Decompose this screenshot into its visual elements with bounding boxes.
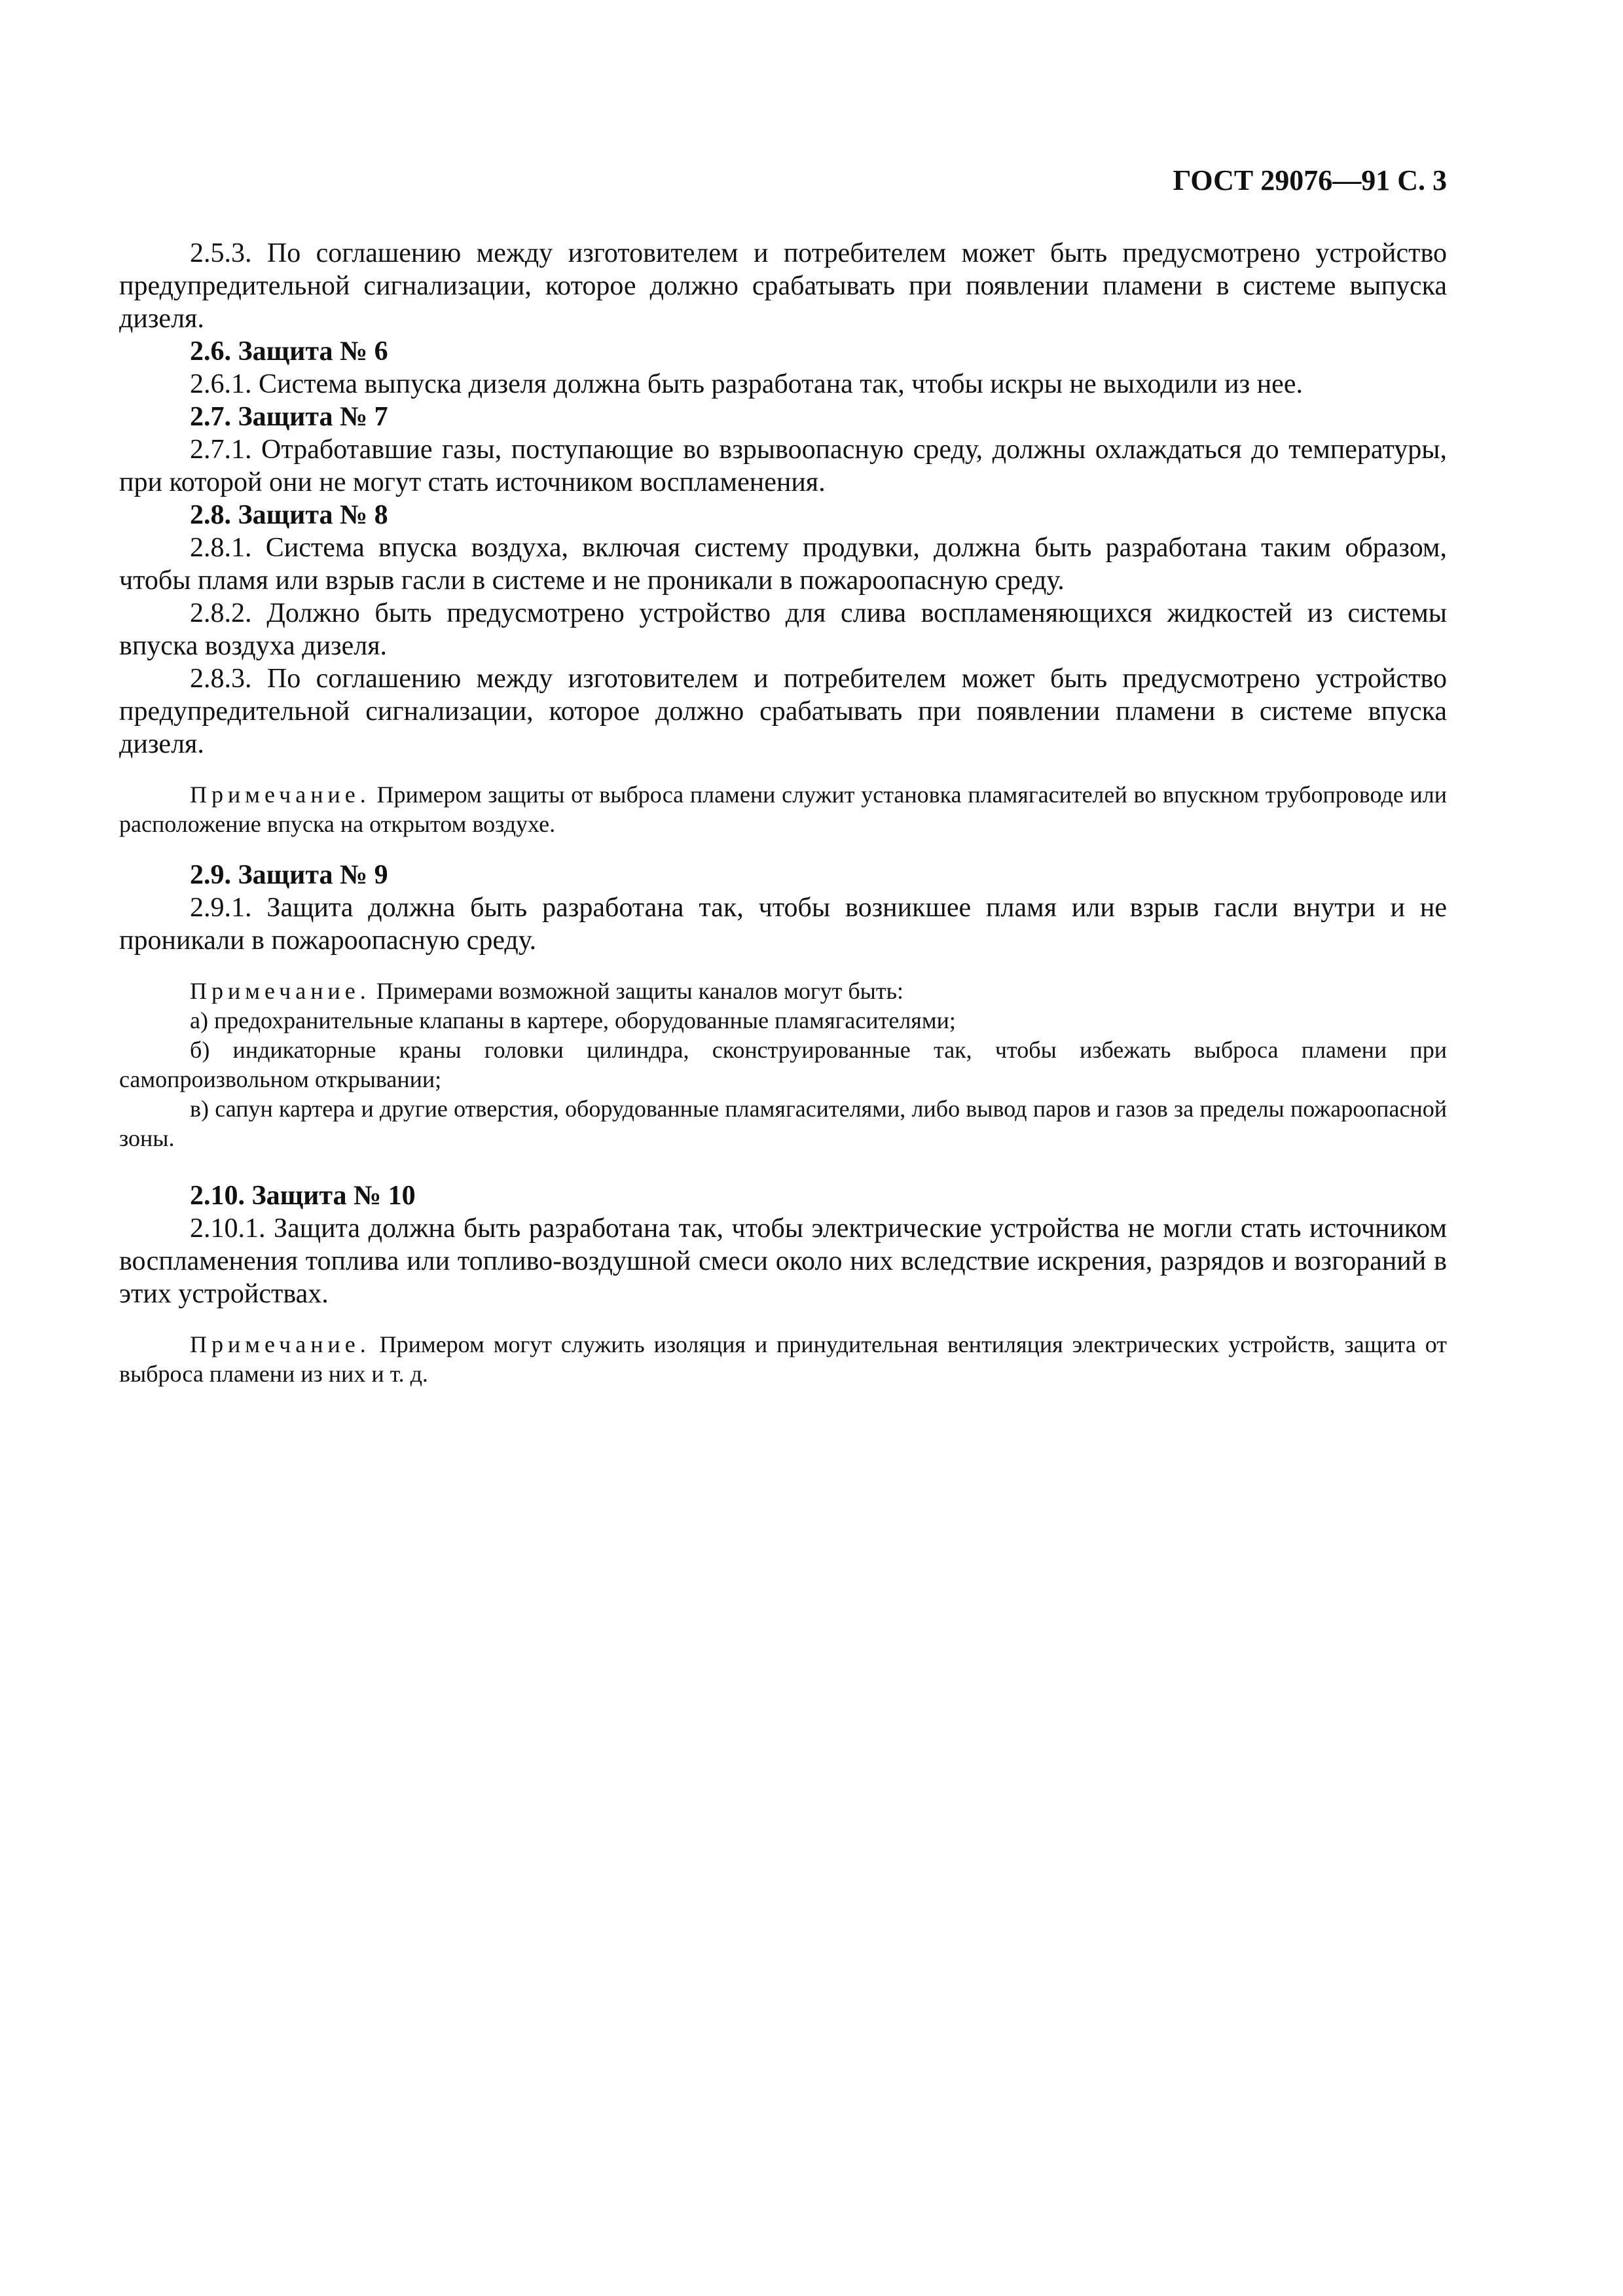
note-label: Примечание.: [190, 1331, 371, 1357]
heading-2-9: 2.9. Защита № 9: [190, 860, 388, 890]
heading-2-7: 2.7. Защита № 7: [190, 402, 388, 432]
note-2: [119, 977, 1447, 1006]
paragraph-2-8-1: 2.8.1. Система впуска воздуха, включая систему продувки, должна быть разработана таким образом, чтобы пламя или взрыв гасли в системе и не проникали в пожароопасную среду.: [119, 533, 1447, 596]
note-text: Примерами возможной защиты каналов могут быть:: [370, 978, 904, 1004]
note-1: [119, 780, 1447, 839]
paragraph-2-5-3: 2.5.3. По соглашению между изготовителем и потребителем может быть предусмотрено устройство предупредительной сигнализации, которое должно срабатывать при появлении пламени в системе выпуска дизеля.: [119, 238, 1447, 334]
note-label: Примечание.: [190, 781, 371, 808]
note-label: Примечание.: [190, 978, 371, 1004]
paragraph-2-6-1: 2.6.1. Система выпуска дизеля должна быть разработана так, чтобы искры не выходили из нее.: [190, 369, 1303, 399]
heading-2-8: 2.8. Защита № 8: [190, 500, 388, 530]
heading-2-10: 2.10. Защита № 10: [190, 1181, 416, 1211]
paragraph-2-8-2: 2.8.2. Должно быть предусмотрено устройство для слива воспламеняющихся жидкостей из системы впуска воздуха дизеля.: [119, 598, 1447, 661]
page-header: ГОСТ 29076—91 С. 3: [1173, 164, 1447, 196]
document-page: [119, 162, 1447, 1389]
note-text: Примером защиты от выброса пламени служит установка пламягасителей во впускном трубопроводе или расположение впуска на открытом воздухе.: [119, 781, 1447, 837]
paragraph-2-7-1: 2.7.1. Отработавшие газы, поступающие во взрывоопасную среду, должны охлаждаться до температуры, при которой они не могут стать источником воспламенения.: [119, 435, 1447, 497]
paragraph-2-9-1: 2.9.1. Защита должна быть разработана так, чтобы возникшее пламя или взрыв гасли внутри и не проникали в пожароопасную среду.: [119, 893, 1447, 956]
note-text: Примером могут служить изоляция и принудительная вентиляция электрических устройств, защита от выброса пламени из них и т. д.: [119, 1331, 1447, 1387]
paragraph-2-8-3: 2.8.3. По соглашению между изготовителем и потребителем может быть предусмотрено устройство предупредительной сигнализации, которое должно срабатывать при появлении пламени в системе впуска дизеля.: [119, 664, 1447, 759]
note-2-item-b: б) индикаторные краны головки цилиндра, сконструированные так, чтобы избежать выброса пламени при самопроизвольном открывании;: [119, 1037, 1447, 1092]
note-2-item-c: в) сапун картера и другие отверстия, оборудованные пламягасителями, либо вывод паров и газов за пределы пожароопасной зоны.: [119, 1096, 1447, 1151]
note-3: [119, 1330, 1447, 1389]
heading-2-6: 2.6. Защита № 6: [190, 336, 388, 367]
note-2-item-a: а) предохранительные клапаны в картере, оборудованные пламягасителями;: [190, 1007, 956, 1033]
paragraph-2-10-1: 2.10.1. Защита должна быть разработана так, чтобы электрические устройства не могли стать источником воспламенения топлива или топливо-воздушной смеси около них вследствие искрения, разрядов и возгораний в этих устройствах.: [119, 1213, 1447, 1309]
